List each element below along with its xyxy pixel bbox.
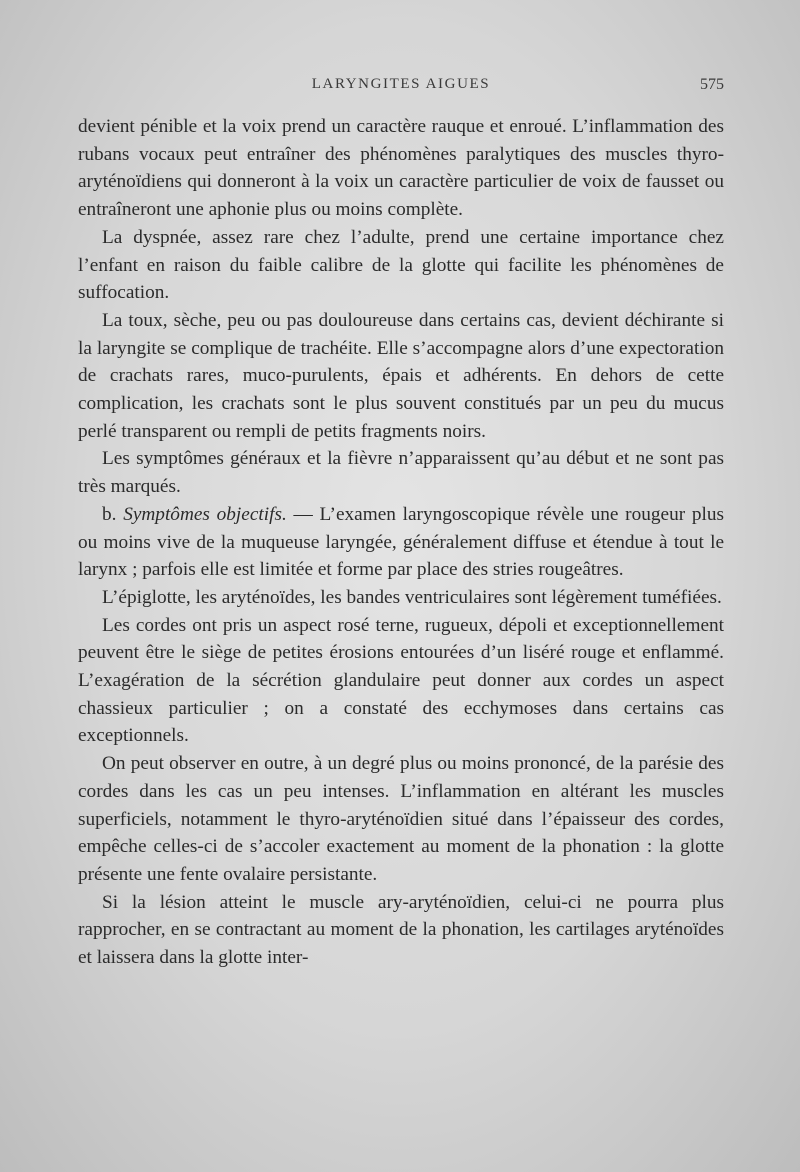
paragraph: devient pénible et la voix prend un caractère rauque et enroué. L’inflammation des rubans vocaux peut entraîner des phénomènes paralytiques des muscles thyro-aryténoïdiens qui donneront à la voix un caractère particulier de voix de fausset ou entraîneront une aphonie plus ou moins complète. [78, 116, 724, 221]
running-head [78, 76, 724, 98]
paragraph: On peut observer en outre, à un degré plus ou moins prononcé, de la parésie des cordes dans les cas un peu intenses. L’inflammation en altérant les muscles superficiels, notamment le thyro-aryténoïdien situé dans l’épaisseur des cordes, empêche celles-ci de s’accoler exactement au moment de la phonation : la glotte présente une fente ovalaire persistante. [78, 753, 724, 885]
section-b-text: — L’examen laryngoscopique révèle une rougeur plus ou moins vive de la muqueuse laryngée, généralement diffuse et étendue à tout le larynx ; parfois elle est limitée et forme par place des stries rougeâtres. [78, 503, 724, 581]
section-b-prefix: b. [102, 503, 124, 525]
running-title: LARYNGITES AIGUES [311, 76, 491, 92]
paragraph: La toux, sèche, peu ou pas douloureuse dans certains cas, devient déchirante si la laryngite se complique de trachéite. Elle s’accompagne alors d’une expectoration de crachats rares, muco-purulents, épais et adhérents. En dehors de cette complication, les crachats sont le plus souvent constitués par un peu du mucus perlé transparent ou rempli de petits fragments noirs. [78, 309, 724, 442]
section-b-paragraph [78, 501, 724, 584]
page-number: 575 [700, 76, 724, 93]
section-b-title: Symptômes objectifs. [123, 503, 287, 525]
paragraph: Les symptômes généraux et la fièvre n’apparaissent qu’au début et ne sont pas très marqués. [78, 448, 724, 498]
paragraph: Les cordes ont pris un aspect rosé terne, rugueux, dépoli et exceptionnellement peuvent être le siège de petites érosions entourées d’un liséré rouge et enflammé. L’exagération de la sécrétion glandulaire peut donner aux cordes un aspect chassieux particulier ; on a constaté des ecchymoses dans certains cas exceptionnels. [78, 614, 724, 747]
body-text [78, 113, 724, 972]
paragraph: La dyspnée, assez rare chez l’adulte, prend une certaine importance chez l’enfant en raison du faible calibre de la glotte qui facilite les phénomènes de suffocation. [78, 226, 724, 304]
paragraph: L’épiglotte, les aryténoïdes, les bandes ventriculaires sont légèrement tuméfiées. [102, 586, 722, 608]
paragraph: Si la lésion atteint le muscle ary-aryténoïdien, celui-ci ne pourra plus rapprocher, en se contractant au moment de la phonation, les cartilages aryténoïdes et laissera dans la glotte inter- [78, 891, 724, 969]
